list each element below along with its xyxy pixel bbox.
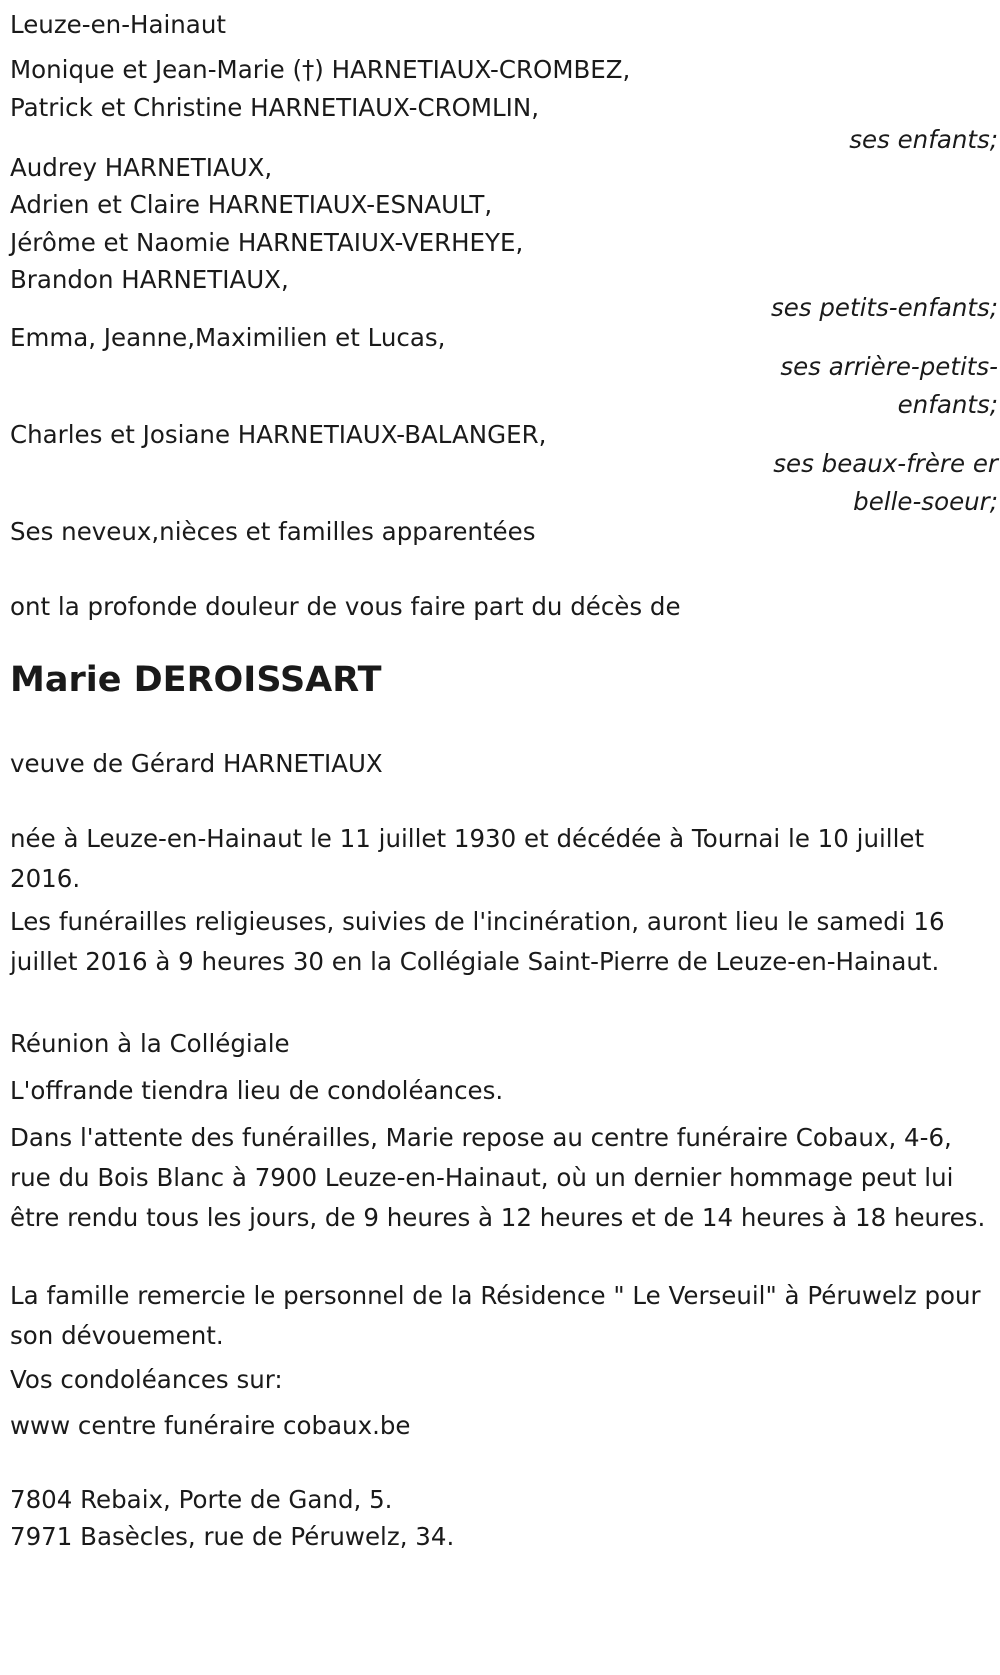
in-law-line: Charles et Josiane HARNETIAUX-BALANGER, xyxy=(10,420,547,449)
role-label-great-grandchildren-2: enfants; xyxy=(897,390,998,419)
child-line: Monique et Jean-Marie (†) HARNETIAUX-CROMBEZ, xyxy=(10,55,631,84)
meeting-paragraph: Réunion à la Collégiale xyxy=(10,1029,290,1058)
grandchild-line: Brandon HARNETIAUX, xyxy=(10,265,289,294)
offering-paragraph: L'offrande tiendra lieu de condoléances. xyxy=(10,1076,504,1105)
thanks-paragraph: La famille remercie le personnel de la Résidence " Le Verseuil" à Péruwelz pour son dévouement. xyxy=(10,1281,981,1350)
condolences-site: www centre funéraire cobaux.be xyxy=(10,1411,411,1440)
deceased-name: Marie DEROISSART xyxy=(10,660,382,700)
condolences-label: Vos condoléances sur: xyxy=(10,1365,283,1394)
role-label-children: ses enfants; xyxy=(849,125,998,154)
role-label-grandchildren: ses petits-enfants; xyxy=(770,293,998,322)
grandchild-line: Audrey HARNETIAUX, xyxy=(10,153,273,182)
child-line: Patrick et Christine HARNETIAUX-CROMLIN, xyxy=(10,93,540,122)
repose-paragraph: Dans l'attente des funérailles, Marie repose au centre funéraire Cobaux, 4-6, rue du Bois Blanc à 7900 Leuze-en-Hainaut, où un dernier hommage peut lui être rendu tous les jours, de 9 heures à 12 heures et de 14 heures à 18 heures. xyxy=(10,1123,986,1232)
funeral-paragraph: Les funérailles religieuses, suivies de l'incinération, auront lieu le samedi 16 juillet 2016 à 9 heures 30 en la Collégiale Saint-Pierre de Leuze-en-Hainaut. xyxy=(10,907,945,976)
announcement-line: ont la profonde douleur de vous faire part du décès de xyxy=(10,592,681,621)
address-line: 7804 Rebaix, Porte de Gand, 5. xyxy=(10,1485,393,1514)
address-line: 7971 Basècles, rue de Péruwelz, 34. xyxy=(10,1522,455,1551)
spouse-line: veuve de Gérard HARNETIAUX xyxy=(10,749,383,778)
great-grandchild-line: Emma, Jeanne,Maximilien et Lucas, xyxy=(10,323,446,352)
role-label-great-grandchildren-1: ses arrière-petits- xyxy=(780,352,998,381)
grandchild-line: Adrien et Claire HARNETIAUX-ESNAULT, xyxy=(10,190,493,219)
birth-death-paragraph: née à Leuze-en-Hainaut le 11 juillet 1930 et décédée à Tournai le 10 juillet 2016. xyxy=(10,824,925,893)
role-label-in-laws-1: ses beaux-frère er xyxy=(773,449,998,478)
grandchild-line: Jérôme et Naomie HARNETAIUX-VERHEYE, xyxy=(10,228,524,257)
relatives-line: Ses neveux,nièces et familles apparentées xyxy=(10,517,536,546)
location-heading: Leuze-en-Hainaut xyxy=(10,10,226,39)
role-label-in-laws-2: belle-soeur; xyxy=(853,487,998,516)
